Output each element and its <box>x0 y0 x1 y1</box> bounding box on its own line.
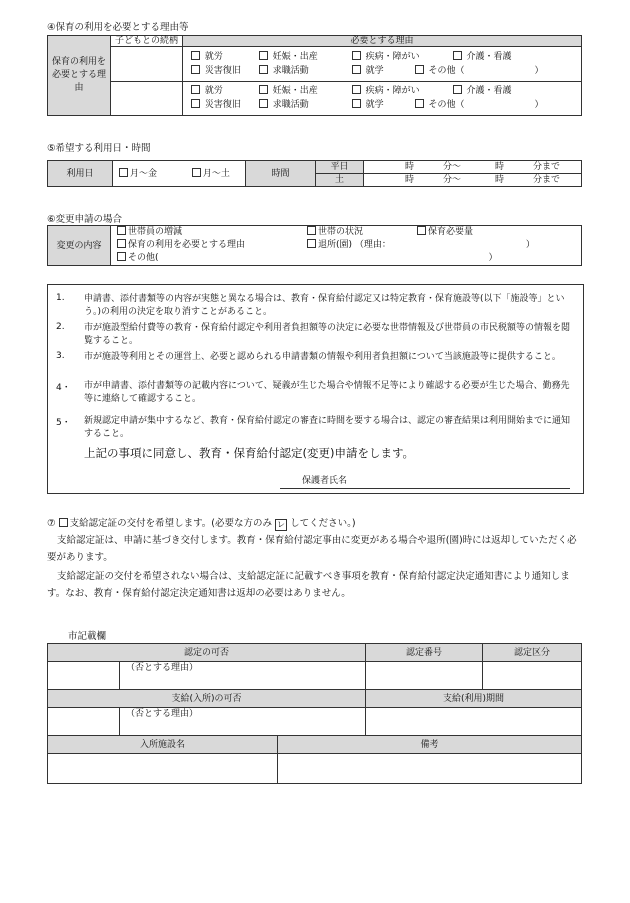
item-number: 1. <box>56 293 65 303</box>
checkbox[interactable] <box>117 226 126 235</box>
consent-item: 市が申請書、添付書類等の記載内容について、疑義が生じた場合や情報不足等により確認する必要が生じた場合、勤務先等に連絡して確認すること。 <box>84 381 570 404</box>
section4-title: ④保育の利用を必要とする理由等 <box>47 22 189 33</box>
consent-item: 市が施設等利用とその運営上、必要と認められる申請書類の情報や利用者負担額について当該施設等に提供すること。 <box>84 352 561 362</box>
day-options: 月～金 月～土 <box>113 161 246 187</box>
checkbox[interactable] <box>352 65 361 74</box>
col-reason-header: 必要とする理由 <box>183 36 582 47</box>
payment-approval-cell[interactable] <box>48 708 120 736</box>
item-number: 2. <box>56 322 65 332</box>
office-table <box>47 643 582 784</box>
checkbox[interactable] <box>191 65 200 74</box>
checkbox[interactable] <box>453 51 462 60</box>
check-example-box: レ <box>277 520 286 529</box>
checkbox-cert[interactable] <box>59 518 68 527</box>
consent-item: 市が施設型給付費等の教育・保育給付認定や利用者負担額等の決定に必要な世帯情報及び世帯員の市民税額等の情報を閲覧すること。 <box>84 323 571 346</box>
item-number: 4・ <box>56 383 71 393</box>
payment-approval-header: 支給(入所)の可否 <box>48 690 366 708</box>
approval-cell[interactable] <box>48 662 120 690</box>
cert-class-cell[interactable] <box>483 662 582 690</box>
section5-title: ⑤希望する利用日・時間 <box>47 143 151 154</box>
item-number: 3. <box>56 351 65 361</box>
cert-number-cell[interactable] <box>366 662 483 690</box>
schedule-table <box>47 160 582 187</box>
saturday-time-input[interactable]: 時 分～ 時 分まで <box>364 174 582 187</box>
change-table <box>47 225 582 266</box>
payment-period-header: 支給(利用)期間 <box>366 690 582 708</box>
payment-period-cell[interactable] <box>366 708 582 736</box>
checkbox[interactable] <box>352 51 361 60</box>
weekday-label: 平日 <box>316 161 364 174</box>
checkbox[interactable] <box>117 239 126 248</box>
reject-reason-cell[interactable] <box>120 662 366 690</box>
consent-box <box>47 284 584 494</box>
checkbox[interactable] <box>307 226 316 235</box>
checkbox-saturday[interactable] <box>192 168 201 177</box>
cert-paragraph-1: 支給認定証は、申請に基づき交付します。教育・保育給付認定事由に変更がある場合や退所(園)時には返却していただく必要があります。 <box>47 535 577 563</box>
checkbox[interactable] <box>307 239 316 248</box>
item-number: 5・ <box>56 418 71 428</box>
reason-options-2: 就労 妊娠・出産 疾病・障がい 介護・看護 災害復旧 求職活動 就学 その他（ ） <box>183 81 582 116</box>
saturday-label: 土 <box>316 174 364 187</box>
checkbox[interactable] <box>191 99 200 108</box>
checkbox[interactable] <box>352 99 361 108</box>
guardian-name-field[interactable] <box>280 475 570 489</box>
cert-number-header: 認定番号 <box>366 644 483 662</box>
remarks-cell[interactable] <box>278 754 582 784</box>
checkbox[interactable] <box>415 65 424 74</box>
checkbox-weekday[interactable] <box>119 168 128 177</box>
guardian-label: 保護者氏名 <box>302 476 348 486</box>
col-relation-header: 子どもとの続柄 <box>111 36 183 47</box>
section7-title: ⑦ 支給認定証の交付を希望します。(必要な方のみ レ してください。) <box>47 518 356 529</box>
reject-reason-label: （否とする理由） <box>126 663 199 673</box>
checkbox[interactable] <box>415 99 424 108</box>
reject-reason2-cell[interactable] <box>120 708 366 736</box>
approval-header: 認定の可否 <box>48 644 366 662</box>
change-label: 変更の内容 <box>48 226 111 266</box>
consent-statement: 上記の事項に同意し、教育・保育給付認定(変更)申請をします。 <box>84 446 415 460</box>
cert-paragraph-2: 支給認定証の交付を希望されない場合は、支給認定証に記載すべき事項を教育・保育給付認定決定通知書により通知します。なお、教育・保育給付認定決定通知書は返却の必要はありません。 <box>47 571 570 599</box>
label-day: 利用日 <box>48 161 113 187</box>
office-use-title: 市記載欄 <box>68 631 107 642</box>
reject-reason2-label: （否とする理由） <box>126 709 199 719</box>
checkbox[interactable] <box>259 85 268 94</box>
cert-class-header: 認定区分 <box>483 644 582 662</box>
consent-item: 申請書、添付書類等の内容が実態と異なる場合は、教育・保育給付認定又は特定教育・保育施設等(以下「施設等」という。)の利用の決定を取り消すことがあること。 <box>84 294 565 317</box>
reason-table <box>47 35 582 116</box>
relation-cell-2[interactable] <box>111 81 183 116</box>
facility-cell[interactable] <box>48 754 278 784</box>
remarks-header: 備考 <box>278 736 582 754</box>
change-options: 世帯員の増減 世帯の状況 保育必要量 保育の利用を必要とする理由 退所(園) （理由： ） その他( ） <box>111 226 582 266</box>
relation-cell-1[interactable] <box>111 47 183 82</box>
checkbox[interactable] <box>191 51 200 60</box>
checkbox[interactable] <box>191 85 200 94</box>
checkbox[interactable] <box>259 51 268 60</box>
facility-header: 入所施設名 <box>48 736 278 754</box>
checkbox[interactable] <box>352 85 361 94</box>
section6-title: ⑥変更申請の場合 <box>47 214 123 225</box>
checkbox[interactable] <box>453 85 462 94</box>
consent-item: 新規認定申請が集中するなど、教育・保育給付認定の審査に時間を要する場合は、認定の審査結果は利用開始までに通知すること。 <box>84 416 571 439</box>
checkbox[interactable] <box>117 252 126 261</box>
weekday-time-input[interactable]: 時 分～ 時 分まで <box>364 161 582 174</box>
reason-row-label: 保育の利用を必要とする理由 <box>48 36 111 116</box>
reason-options-1: 就労 妊娠・出産 疾病・障がい 介護・看護 災害復旧 求職活動 就学 その他（ ） <box>183 47 582 82</box>
checkbox[interactable] <box>259 65 268 74</box>
checkbox[interactable] <box>417 226 426 235</box>
checkbox[interactable] <box>259 99 268 108</box>
label-time: 時間 <box>246 161 316 187</box>
